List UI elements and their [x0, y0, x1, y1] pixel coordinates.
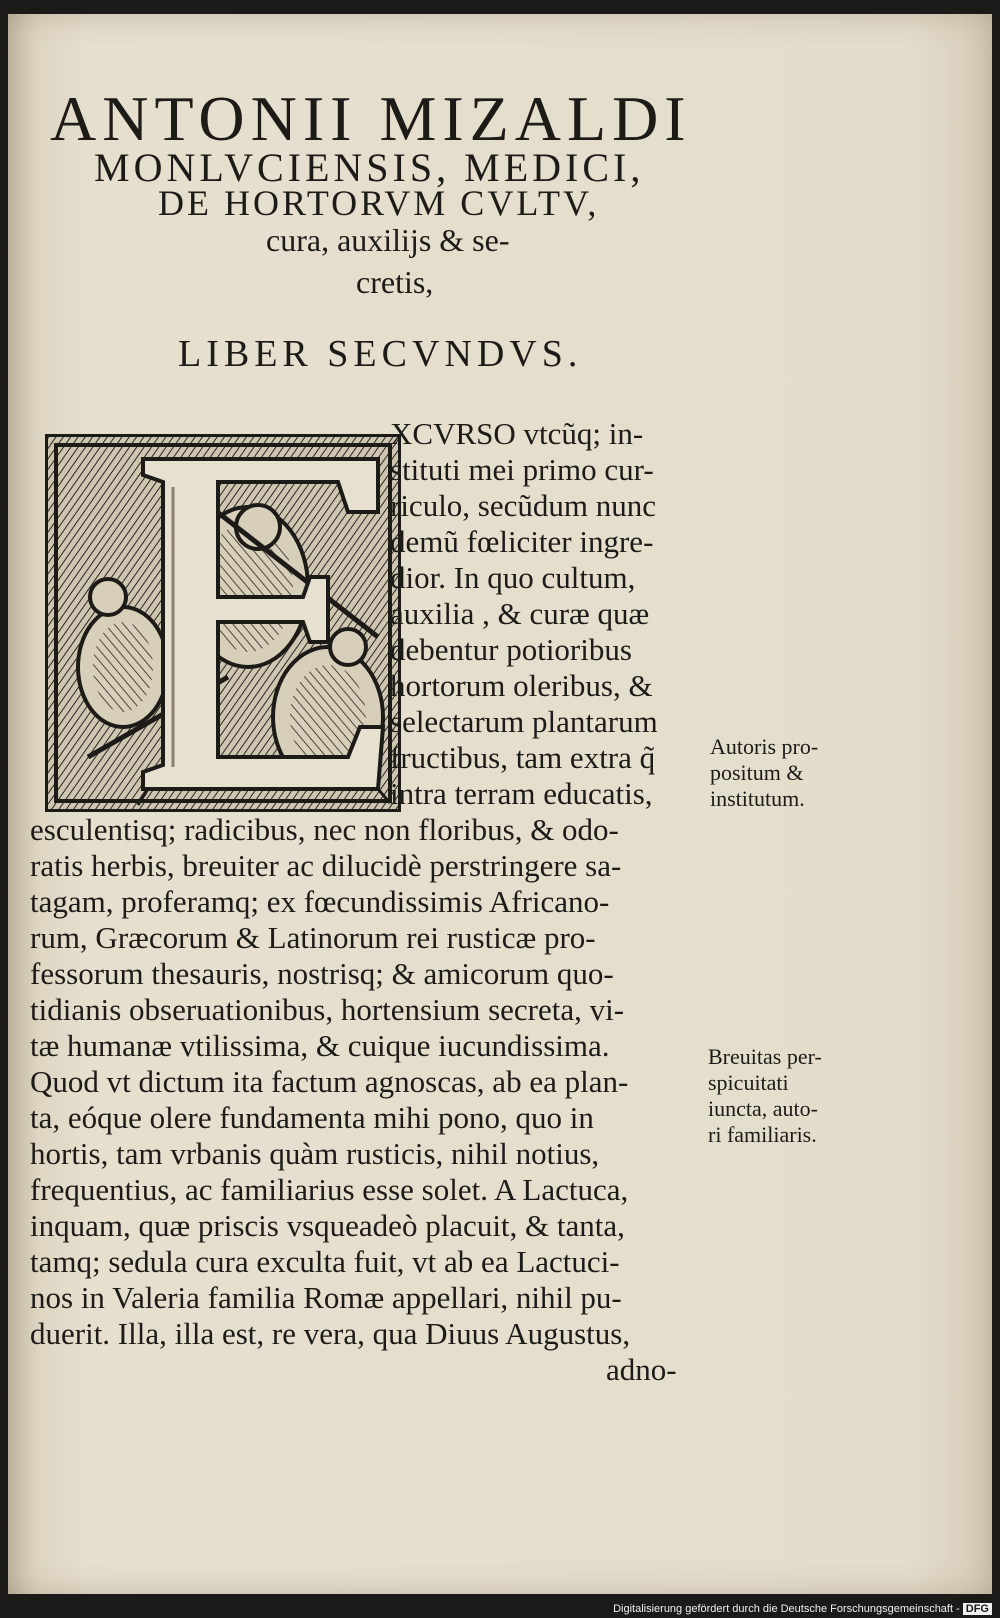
text-line: demũ fœliciter ingre- — [390, 524, 654, 559]
text-line: nos in Valeria familia Romæ appellari, nihil pu- — [30, 1280, 622, 1315]
book-page — [8, 14, 992, 1594]
text-line: fructibus, tam extra q̃ — [390, 740, 656, 775]
dfg-logo: DFG — [963, 1603, 992, 1615]
margin-note-line: institutum. — [710, 786, 805, 811]
title-origin: MONLVCIENSIS, MEDICI, — [94, 145, 645, 190]
text-line: XCVRSO vtcũq; in- — [390, 416, 644, 451]
text-line: intra terram educatis, — [390, 776, 653, 811]
credit-text: Digitalisierung gefördert durch die Deutsche Forschungsgemeinschaft - — [613, 1603, 960, 1615]
text-line: frequentius, ac familiarius esse solet. A Lactuca, — [30, 1172, 629, 1207]
margin-note-line: ri familiaris. — [708, 1122, 817, 1147]
title-author: ANTONII MIZALDI — [50, 83, 692, 154]
book-heading: LIBER SECVNDVS. — [178, 333, 583, 375]
title-subject-end: cretis, — [356, 264, 434, 300]
margin-note-line: iuncta, auto- — [708, 1096, 818, 1121]
margin-note-line: Breuitas per- — [708, 1044, 822, 1069]
text-line: inquam, quæ priscis vsqueadeò placuit, & tanta, — [30, 1208, 625, 1243]
text-line: duerit. Illa, illa est, re vera, qua Diuus Augustus, — [30, 1316, 631, 1351]
text-line: tagam, proferamq; ex fœcundissimis Africano- — [30, 884, 610, 919]
text-line: auxilia , & curæ quæ — [390, 596, 650, 631]
text-line: fessorum thesauris, nostrisq; & amicorum quo- — [30, 956, 614, 991]
margin-note-line: positum & — [710, 760, 804, 785]
text-line: rum, Græcorum & Latinorum rei rusticæ pro- — [30, 920, 596, 955]
catchword: adno- — [606, 1352, 677, 1387]
text-line: esculentisq; radicibus, nec non floribus, & odo- — [30, 812, 619, 847]
text-line: dior. In quo cultum, — [390, 560, 636, 595]
text-line: tidianis obseruationibus, hortensium secreta, vi- — [30, 992, 625, 1027]
text-line: riculo, secũdum nunc — [390, 488, 657, 523]
text-line: hortis, tam vrbanis quàm rusticis, nihil notius, — [30, 1136, 600, 1171]
text-line: hortorum oleribus, & — [390, 668, 653, 703]
margin-note-line: Autoris pro- — [710, 734, 819, 759]
woodcut-illustration — [48, 437, 398, 809]
title-subject-cont: cura, auxilijs & se- — [266, 222, 510, 258]
text-line: ta, eóque olere fundamenta mihi pono, quo in — [30, 1100, 594, 1135]
margin-note-line: spicuitati — [708, 1070, 789, 1095]
text-line: Quod vt dictum ita factum agnoscas, ab ea plan- — [30, 1064, 629, 1099]
digitization-credit — [613, 1603, 992, 1615]
title-subject: DE HORTORVM CVLTV, — [158, 183, 600, 223]
text-line: tamq; sedula cura exculta fuit, vt ab ea Lactuci- — [30, 1244, 620, 1279]
text-line: tæ humanæ vtilissima, & cuique iucundissima. — [30, 1028, 610, 1063]
text-line: selectarum plantarum — [390, 704, 658, 739]
text-line: ratis herbis, breuiter ac dilucidè perstringere sa- — [30, 848, 622, 883]
decorated-initial-e — [45, 434, 401, 812]
text-line: stituti mei primo cur- — [390, 452, 654, 487]
text-line: debentur potioribus — [390, 632, 632, 667]
